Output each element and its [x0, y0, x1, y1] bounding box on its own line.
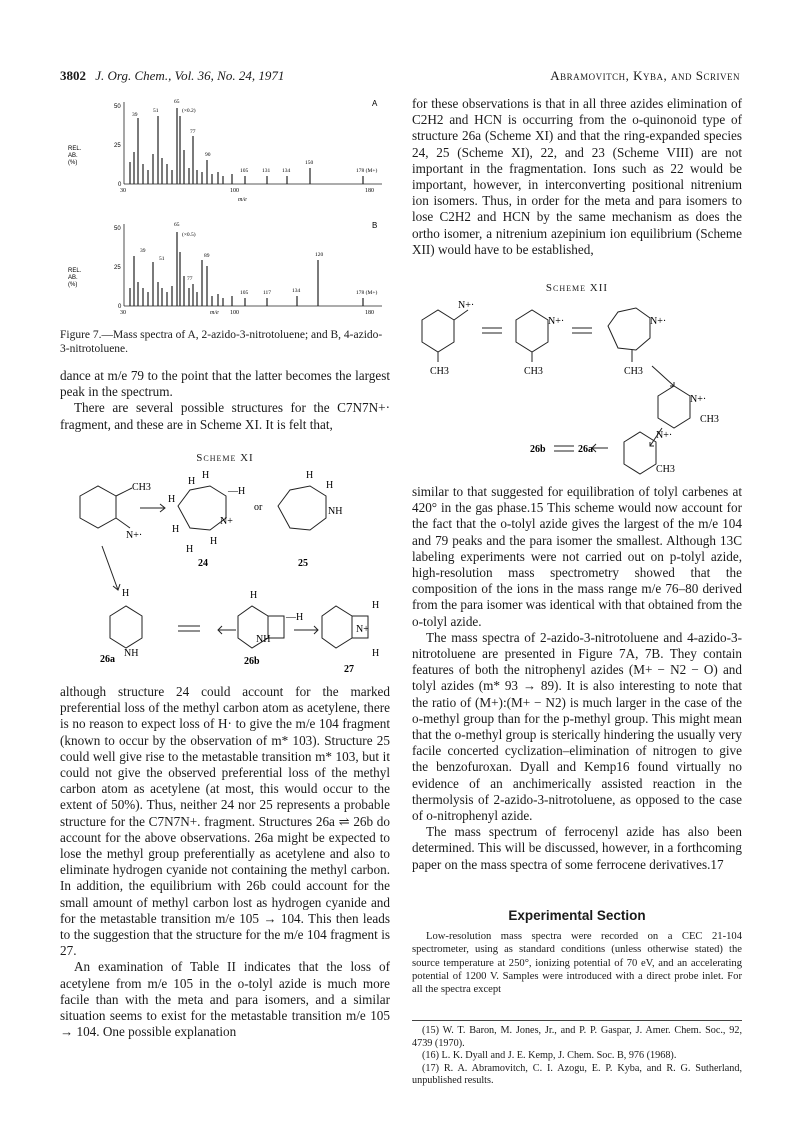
s12-label-26b: 26b	[530, 444, 546, 455]
s11-minus-h-2: —H	[286, 612, 304, 623]
page-number: 3802	[60, 68, 86, 83]
left-column-bottom	[60, 684, 390, 1040]
page-header	[60, 68, 740, 88]
right-paragraph-2: similar to that suggested for equilibration of tolyl carbenes at 420° in the gas phase.15 This scheme would now account for the fact that the o-tolyl azide gives the largest of the m/e 104 and 79 peaks and the para isomer the smallest. Although 13C labeling experiments were not carried out on p-tolyl azide, high-resolution mass spectrometry showed that the composition of the ions in the mass range m/e 76–80 derived from the para isomer was identical with that obtained from the o-tolyl azide.	[412, 484, 742, 629]
peak-b-178: 178 (M+)	[356, 290, 378, 296]
s11-ch3: CH3	[132, 482, 151, 493]
s11-h-1: H	[188, 476, 196, 487]
peak-b-117: 117	[263, 290, 272, 296]
s12-ch3-5: CH3	[656, 464, 675, 475]
peak-a-150: 150	[305, 160, 314, 166]
running-authors: Abramovitch, Kyba, and Scriven	[550, 68, 740, 83]
peak-b-120: 120	[315, 252, 324, 258]
s11-nh-26a: NH	[124, 648, 139, 659]
panel-b	[68, 221, 382, 316]
x-label-b: m/e	[210, 310, 219, 316]
ytick-25: 25	[114, 143, 121, 149]
left-column-top	[60, 368, 390, 433]
scheme-11-title: Scheme XI	[196, 452, 254, 464]
s11-label-26a: 26a	[100, 654, 115, 665]
s11-nh-26b: NH	[256, 634, 271, 645]
right-paragraph-4: The mass spectrum of ferrocenyl azide has also been determined. This will be discussed, however, in a forthcoming paper on the mass spectra of some ferrocene derivatives.17	[412, 824, 742, 872]
s12-ch3-3: CH3	[624, 366, 643, 377]
journal-citation: J. Org. Chem., Vol. 36, No. 24, 1971	[95, 68, 285, 83]
s11-label-25: 25	[298, 558, 308, 569]
s11-h-4: H	[172, 524, 180, 535]
s11-n-plus: N+·	[126, 530, 143, 541]
y-label-3: (%)	[68, 160, 78, 166]
s11-h-9: H	[122, 588, 130, 599]
ref-15: (15) W. T. Baron, M. Jones, Jr., and P. P. Gaspar, J. Amer. Chem. Soc., 92, 4739 (1970).	[412, 1025, 742, 1049]
experimental-title: Experimental Section	[508, 908, 646, 923]
s12-n-1: N+·	[458, 300, 475, 311]
peak-a-178: 178 (M+)	[356, 168, 378, 174]
s11-label-26b: 26b	[244, 656, 260, 667]
right-column-top	[412, 96, 742, 258]
s11-minus-h: —H	[228, 486, 246, 497]
s11-h-12: H	[372, 648, 380, 659]
peak-a-51: 51	[153, 108, 159, 114]
peak-a-131: 131	[262, 168, 271, 174]
y-label-1: REL.	[68, 146, 82, 152]
peak-b-39: 39	[140, 248, 146, 254]
figure-7-caption: Figure 7.—Mass spectra of A, 2-azido-3-nitrotoluene; and B, 4-azido-3-nitrotoluene.	[60, 329, 383, 355]
x-label-a: m/e	[238, 197, 247, 203]
ytick-0: 0	[118, 182, 122, 188]
peak-b-77: 77	[187, 276, 193, 282]
s12-label-26a: 26a	[578, 444, 593, 455]
s11-h-5: H	[210, 536, 218, 547]
xtick-180: 180	[365, 188, 374, 194]
scheme-12-diagram	[412, 296, 742, 476]
scheme-11-diagram	[60, 466, 390, 680]
peak-a-134: 134	[282, 168, 291, 174]
peak-b-89: 89	[204, 253, 210, 259]
y-label-b-2: AB.	[68, 275, 78, 281]
xtick-b-180: 180	[365, 310, 374, 316]
s11-nh-25: NH	[328, 506, 343, 517]
s11-h-8: H	[326, 480, 334, 491]
y-label-b-1: REL.	[68, 268, 82, 274]
left-paragraph-3: although structure 24 could account for the marked preferential loss of the methyl carbon atom as acetylene, there is no reason to expect loss of H· to give the m/e 104 fragment (known to occur by the observation of m* 103). Structure 25 could well give rise to the metastable transition m* 103, but it could not give the observed preferential loss of the methyl carbon atom as acetylene (at most, this would occur to the extent of 50%). Thus, neither 24 nor 25 represents a probable structure for the C7N7N+. fragment. Structures 26a ⇌ 26b do account for the above observations. 26a might be expected to lose the methyl group preferentially as acetylene and also to eliminate hydrogen cyanide not containing the methyl carbon. In addition, the equilibrium with 26b could account for the small amount of methyl carbon lost as hydrogen cyanide and for the metastable transition m/e 105 → 104. This then leads to the suggestion that the structure for the m/e 104 fragment is 27.	[60, 684, 390, 959]
peak-b-scale: (×0.5)	[182, 232, 196, 238]
footnotes	[412, 1020, 742, 1088]
ytick-50: 50	[114, 104, 121, 110]
ytick-b-25: 25	[114, 265, 121, 271]
right-paragraph-3: The mass spectra of 2-azido-3-nitrotoluene and 4-azido-3-nitrotoluene are presented in Figure 7A, 7B. They contain features of both the nitrophenyl azides (M+ − N2 − O) and tolyl azides (m* 93 → 89). It is also interesting to note that the ratio of (M+):(M+ − N2) is much larger in the case of the o-methyl group than for the p-methyl group. This might mean that the o-methyl group is sterically hindering the usually very facile concerted cyclization–elimination of nitrogen to give the benzofuroxan. Dyall and Kemp16 found virtually no evidence of an anchimerically assisted reaction in the thermolysis of 2-azido-3-nitrotoluene, as opposed to the case of o-nitrophenyl azide.	[412, 629, 742, 824]
xtick-b-30: 30	[120, 310, 126, 316]
ytick-b-0: 0	[118, 304, 122, 310]
peak-a-90: 90	[205, 152, 211, 158]
s12-n-4: N+·	[690, 394, 707, 405]
right-column-middle	[412, 484, 742, 873]
s12-ch3-2: CH3	[524, 366, 543, 377]
peak-b-105: 105	[240, 290, 249, 296]
experimental-section	[412, 908, 742, 996]
peak-b-134: 134	[292, 288, 301, 294]
left-paragraph-2: There are several possible structures for the C7N7N+· fragment, and these are in Scheme XI. It is felt that,	[60, 400, 390, 432]
peak-a-scale: (×0.2)	[182, 108, 196, 114]
s12-ch3-1: CH3	[430, 366, 449, 377]
xtick-30: 30	[120, 188, 126, 194]
s11-n-24: N+	[220, 516, 233, 527]
panel-a-tag: A	[372, 99, 378, 108]
xtick-100: 100	[230, 188, 239, 194]
panel-b-tag: B	[372, 221, 378, 230]
ref-17: (17) R. A. Abramovitch, C. I. Azogu, E. P. Kyba, and R. G. Sutherland, unpublished results.	[412, 1062, 742, 1087]
peak-b-65: 65	[174, 222, 180, 228]
s11-h-3: H	[168, 494, 176, 505]
s11-h-10: H	[250, 590, 258, 601]
s11-h-6: H	[186, 544, 194, 555]
s12-n-3: N+·	[650, 316, 667, 327]
y-label-b-3: (%)	[68, 282, 78, 288]
left-paragraph-1: dance at m/e 79 to the point that the latter becomes the largest peak in the spectrum.	[60, 368, 390, 400]
peak-a-39: 39	[132, 112, 138, 118]
peak-a-65: 65	[174, 99, 180, 105]
figure-7-spectra	[60, 92, 390, 324]
ref-16: (16) L. K. Dyall and J. E. Kemp, J. Chem. Soc. B, 976 (1968).	[422, 1050, 677, 1062]
xtick-b-100: 100	[230, 310, 239, 316]
s11-h-2: H	[202, 470, 210, 481]
s11-h-7: H	[306, 470, 314, 481]
peak-a-77: 77	[190, 129, 196, 135]
s12-n-5: N+·	[656, 430, 673, 441]
s11-label-24: 24	[198, 558, 208, 569]
s11-h-11: H	[372, 600, 380, 611]
experimental-paragraph: Low-resolution mass spectra were recorded on a CEC 21-104 spectrometer, using as standard conditions (unless otherwise stated) the source temperature at 250°, ionizing potential of 70 eV, and an accelerating potential of 1200 V. Samples were introduced with a direct probe inlet. For all the spectra except	[412, 931, 742, 996]
s11-or: or	[254, 502, 263, 513]
peak-b-51: 51	[159, 256, 165, 262]
scheme-12-title: Scheme XII	[545, 282, 609, 294]
s11-label-27: 27	[344, 664, 354, 675]
s11-n-27: N+	[356, 624, 369, 635]
panel-a	[68, 99, 382, 203]
y-label-2: AB.	[68, 153, 78, 159]
right-paragraph-1: for these observations is that in all three azides elimination of C2H2 and HCN is occurring from the o-quinonoid type of structure 26a (Scheme XI) and that the ring-expanded species 24, 25 (Scheme XI), 22, and 23 (Scheme VIII) are not important in the fragmentation. Ions such as 22 would be important, however, in interconverting positional nitrenium ion isomers. Thus, in order for the meta and para isomers to lose C2H2 and HCN by the same mechanism as does the ortho isomer, a nitrenium azepinium ion equilibrium (Scheme XII) would have to be established,	[412, 96, 742, 257]
ytick-b-50: 50	[114, 226, 121, 232]
s12-ch3-4: CH3	[700, 414, 719, 425]
s12-n-2: N+·	[548, 316, 565, 327]
left-paragraph-4: An examination of Table II indicates that the loss of acetylene from m/e 105 in the o-tolyl azide is much more facile than with the meta and para isomers, and a similar situation seems to exist for the metastable transition m/e 105 → 104. One possible explanation	[60, 959, 390, 1040]
peak-a-105: 105	[240, 168, 249, 174]
